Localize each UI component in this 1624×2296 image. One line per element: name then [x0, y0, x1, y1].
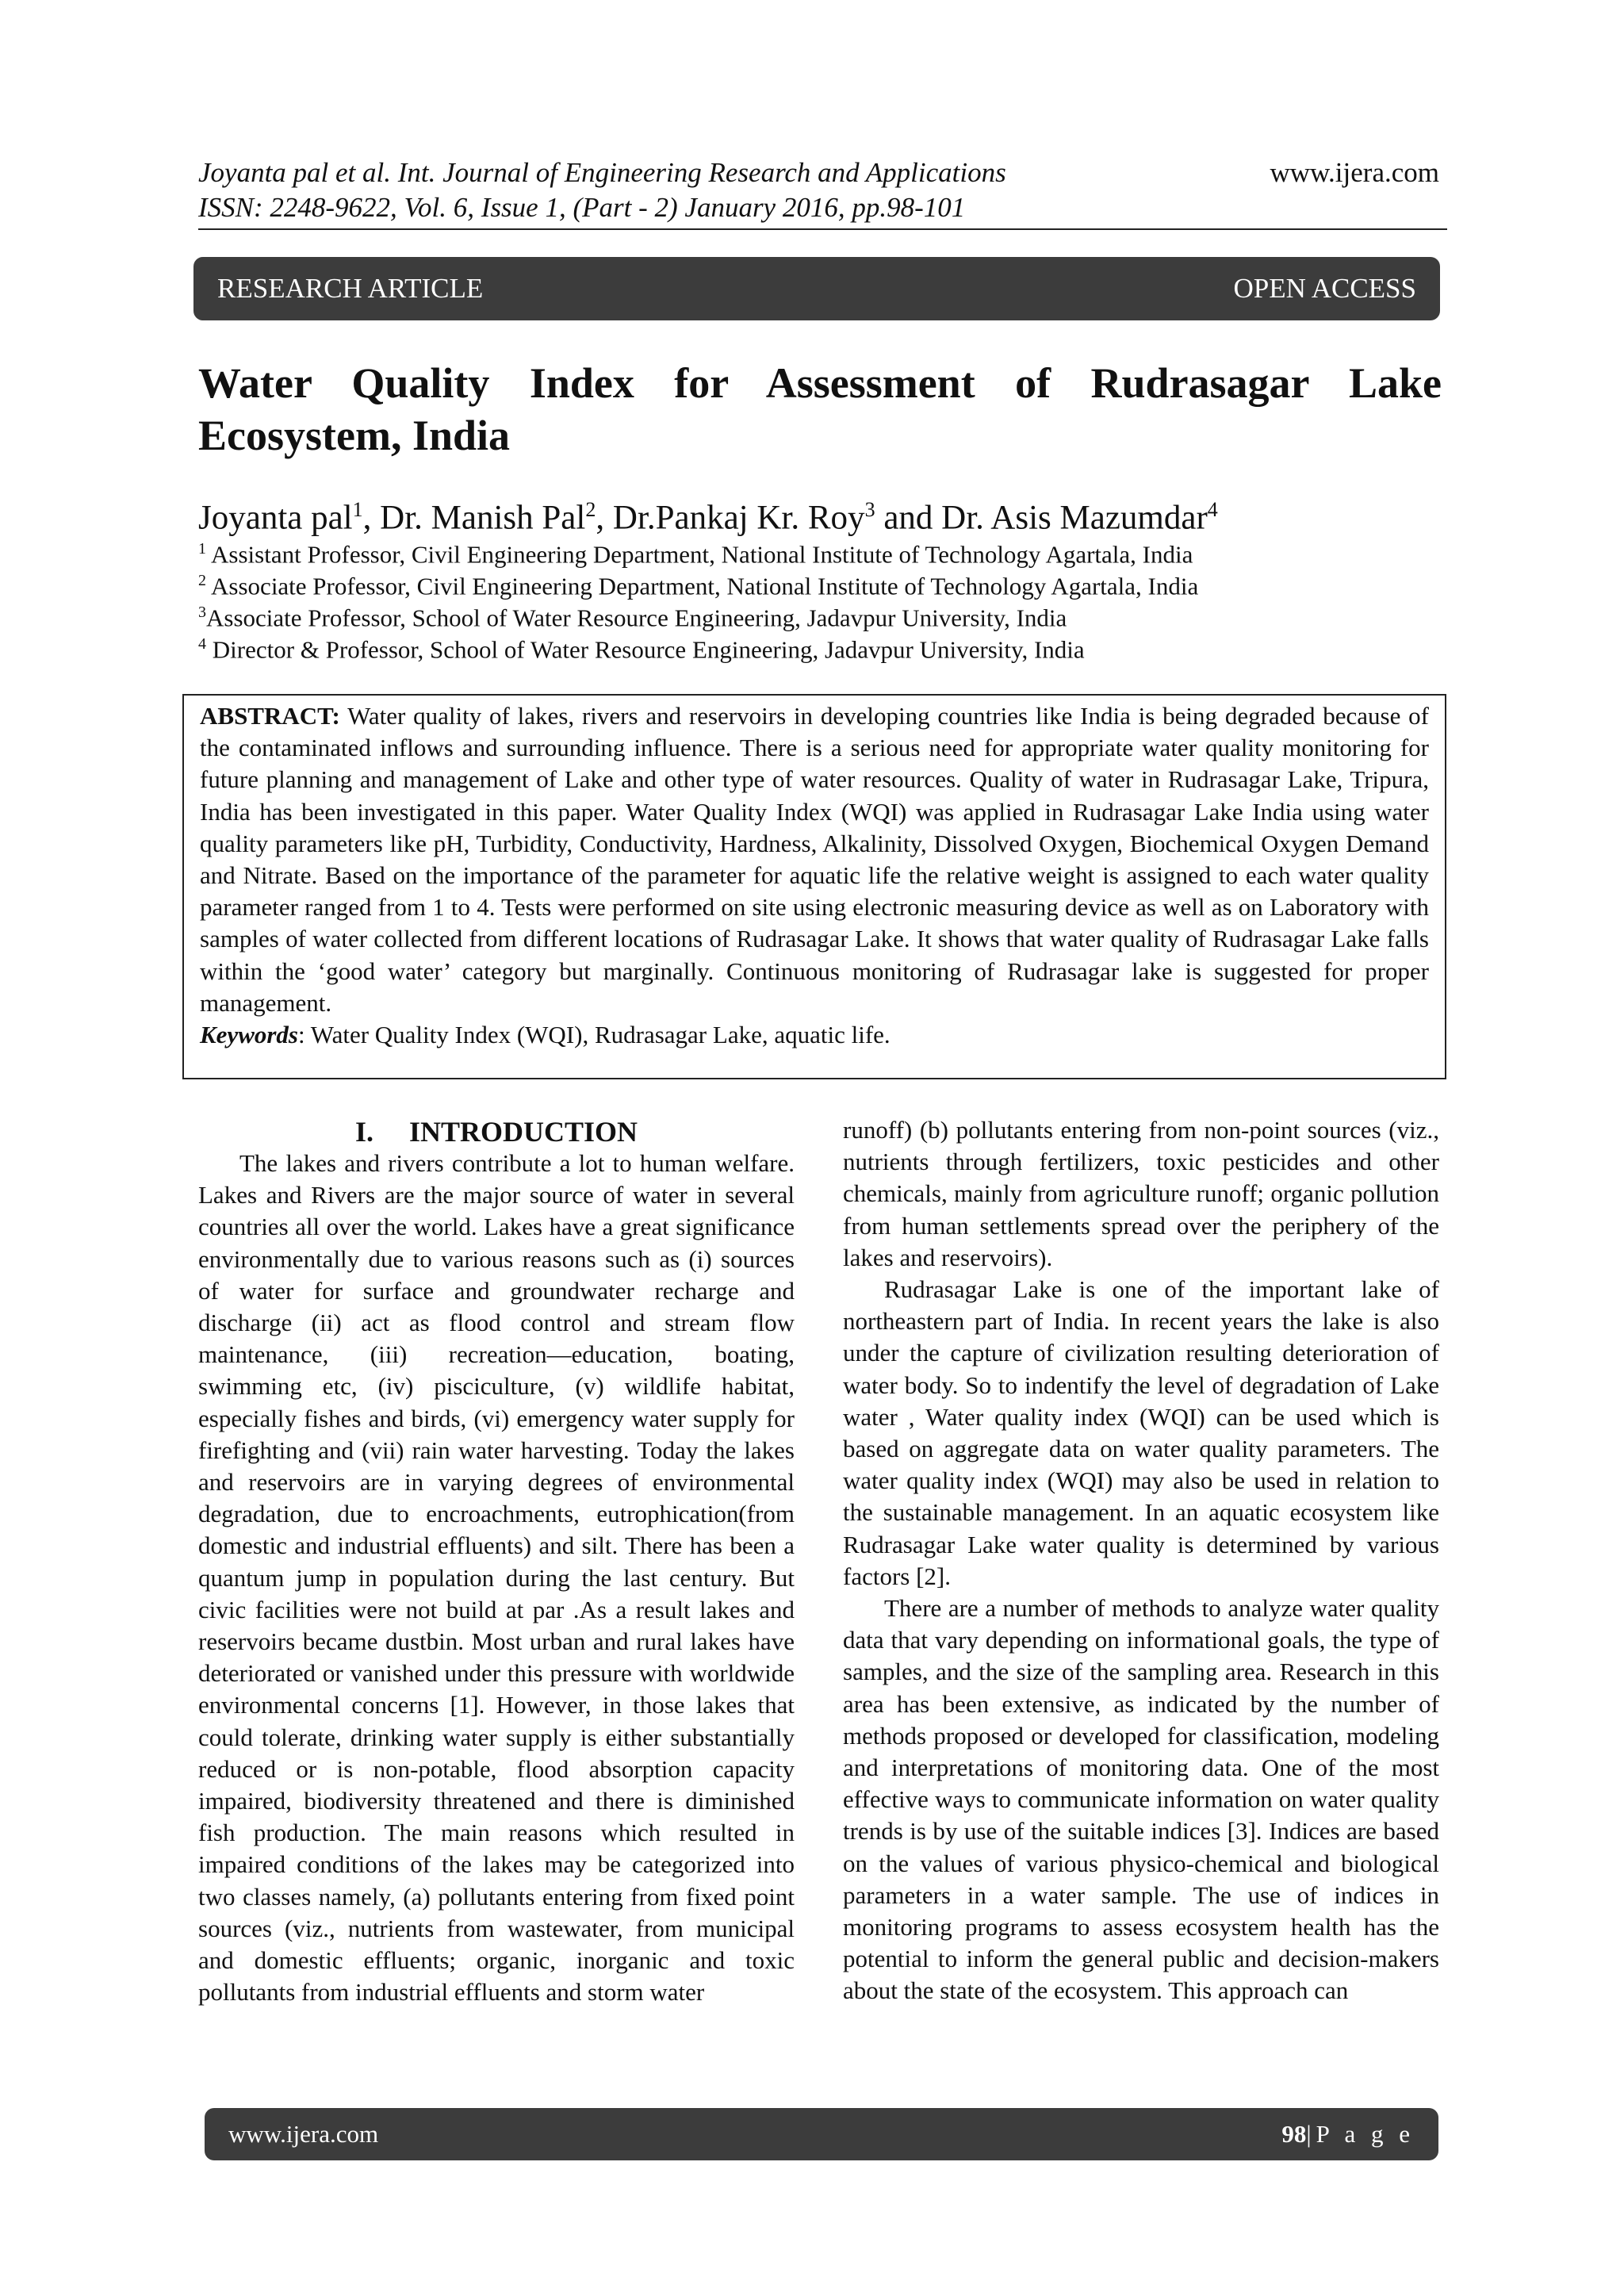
affiliation-number: 4	[198, 635, 206, 653]
page-label: |P a g e	[1306, 2120, 1415, 2148]
abstract	[200, 700, 1429, 1019]
affiliation-number: 3	[198, 604, 206, 621]
affiliation-text: Director & Professor, School of Water Resource Engineering, Jadavpur University, India	[206, 635, 1085, 664]
abstract-body: Water quality of lakes, rivers and reservoirs in developing countries like India is being degraded because of the contaminated inflows and surrounding influence. There is a serious need for appropriate water quality monitoring for future planning and management of Lake and other type of water resources. Quality of water in Rudrasagar Lake, Tripura, India has been investigated in this paper. Water Quality Index (WQI) was applied in Rudrasagar Lake India using water quality parameters like pH, Turbidity, Conductivity, Hardness, Alkalinity, Dissolved Oxygen, Biochemical Oxygen Demand and Nitrate. Based on the importance of the parameter for aquatic life the relative weight is assigned to each water quality parameter ranged from 1 to 4. Tests were performed on site using electronic measuring device as well as on Laboratory with samples of water collected from different locations of Rudrasagar Lake. It shows that water quality of Rudrasagar Lake falls within the ‘good water’ category but marginally. Continuous monitoring of Rudrasagar lake is suggested for proper management.	[200, 702, 1429, 1017]
keywords	[200, 1019, 1429, 1051]
keywords-text: : Water Quality Index (WQI), Rudrasagar Lake, aquatic life.	[298, 1021, 891, 1049]
header-rule	[198, 228, 1447, 230]
research-article-label: RESEARCH ARTICLE	[217, 273, 484, 304]
author-name: Dr. Asis Mazumdar	[941, 499, 1208, 537]
page-number	[1281, 2120, 1415, 2148]
page-footer	[205, 2108, 1438, 2160]
body-paragraph: runoff) (b) pollutants entering from non-point sources (viz., nutrients through fertilizers, toxic pesticides and other chemicals, mainly from agriculture runoff; organic pollution from human settlements spread over the periphery of the lakes and reservoirs).	[843, 1116, 1439, 1271]
open-access-label: OPEN ACCESS	[1233, 273, 1416, 304]
affiliation	[198, 628, 1085, 665]
journal-citation: Joyanta pal et al. Int. Journal of Engineering Research and Applications	[198, 157, 1006, 188]
author-name: Dr.Pankaj Kr. Roy	[612, 499, 865, 537]
body-paragraph: The lakes and rivers contribute a lot to human welfare. Lakes and Rivers are the major source of water in several countries all over the world. Lakes have a great significance environmentally due to various reasons such as (i) sources of water for surface and groundwater recharge and discharge (ii) act as flood control and stream flow maintenance, (iii) recreation—education, boating, swimming etc, (iv) pisciculture, (v) wildlife habitat, especially fishes and birds, (vi) emergency water supply for firefighting and (vii) rain water harvesting. Today the lakes and reservoirs are in varying degrees of environmental degradation, due to encroachments, eutrophication(from domestic and industrial effluents) and silt. There has been a quantum jump in population during the last century. But civic facilities were not build at par .As a result lakes and reservoirs became dustbin. Most urban and rural lakes have deteriorated or vanished under this pressure with worldwide environmental concerns [1]. However, in those lakes that could tolerate, drinking water supply is either substantially reduced or is non-potable, flood absorption capacity impaired, biodiversity threatened and there is diminished fish production. The main reasons which resulted in impaired conditions of the lakes may be categorized into two classes namely, (a) pollutants entering from fixed point sources (viz., nutrients from wastewater, from municipal and domestic effluents; organic, inorganic and toxic pollutants from industrial effluents and storm water	[198, 1149, 795, 2007]
author-separator: and	[875, 499, 942, 537]
affiliation-number: 1	[198, 540, 206, 558]
author-affiliation-mark: 4	[1207, 498, 1218, 521]
author-separator: ,	[596, 499, 613, 537]
section-title: INTRODUCTION	[408, 1116, 638, 1148]
paper-title: Water Quality Index for Assessment of Rudrasagar Lake	[198, 359, 1442, 407]
keywords-label: Keywords	[200, 1021, 298, 1049]
author-affiliation-mark: 1	[352, 498, 363, 521]
affiliation-number: 2	[198, 572, 206, 589]
author-affiliation-mark: 3	[864, 498, 875, 521]
header-website: www.ijera.com	[1270, 157, 1439, 188]
section-number: I.	[354, 1116, 373, 1148]
body-paragraph: Rudrasagar Lake is one of the important lake of northeastern part of India. In recent years the lake is also under the capture of civilization resulting deterioration of water body. So to indentify the level of degradation of Lake water , Water quality index (WQI) can be used which is based on aggregate data on water quality parameters. The water quality index (WQI) may also be used in relation to the sustainable management. In an aquatic ecosystem like Rudrasagar Lake water quality is determined by various factors [2].	[843, 1275, 1439, 1590]
author-affiliation-mark: 2	[585, 498, 596, 521]
page-number-value: 98	[1281, 2120, 1307, 2148]
paper-title-line2: Ecosystem, India	[198, 412, 511, 459]
section-heading	[198, 1114, 795, 1149]
affiliation-text: Assistant Professor, Civil Engineering Department, National Institute of Technology Agartala, India	[206, 540, 1193, 569]
author-name: Joyanta pal	[198, 499, 353, 537]
right-column	[843, 1114, 1439, 2007]
body-paragraph: There are a number of methods to analyze water quality data that vary depending on informational goals, the type of samples, and the size of the sampling area. Research in this area has been extensive, as indicated by the number of methods proposed or developed for classification, modeling and interpretations of monitoring data. One of the most effective ways to communicate information on water quality trends is by use of the suitable indices [3]. Indices are based on the values of various physico-chemical and biological parameters in a water sample. The use of indices in monitoring programs to assess ecosystem health has the potential to inform the general public and decision-makers about the state of the ecosystem. This approach can	[843, 1594, 1439, 2005]
left-column	[198, 1114, 795, 2008]
affiliation-text: Associate Professor, School of Water Resource Engineering, Jadavpur University, India	[206, 604, 1067, 632]
affiliation-text: Associate Professor, Civil Engineering Department, National Institute of Technology Agartala, India	[206, 572, 1199, 600]
issn-line: ISSN: 2248-9622, Vol. 6, Issue 1, (Part - 2) January 2016, pp.98-101	[198, 192, 966, 223]
footer-website: www.ijera.com	[228, 2120, 379, 2148]
abstract-label: ABSTRACT:	[200, 702, 340, 730]
author-name: Dr. Manish Pal	[380, 499, 586, 537]
article-type-banner	[193, 257, 1440, 320]
author-separator: ,	[362, 499, 381, 537]
abstract-box	[182, 694, 1446, 1079]
